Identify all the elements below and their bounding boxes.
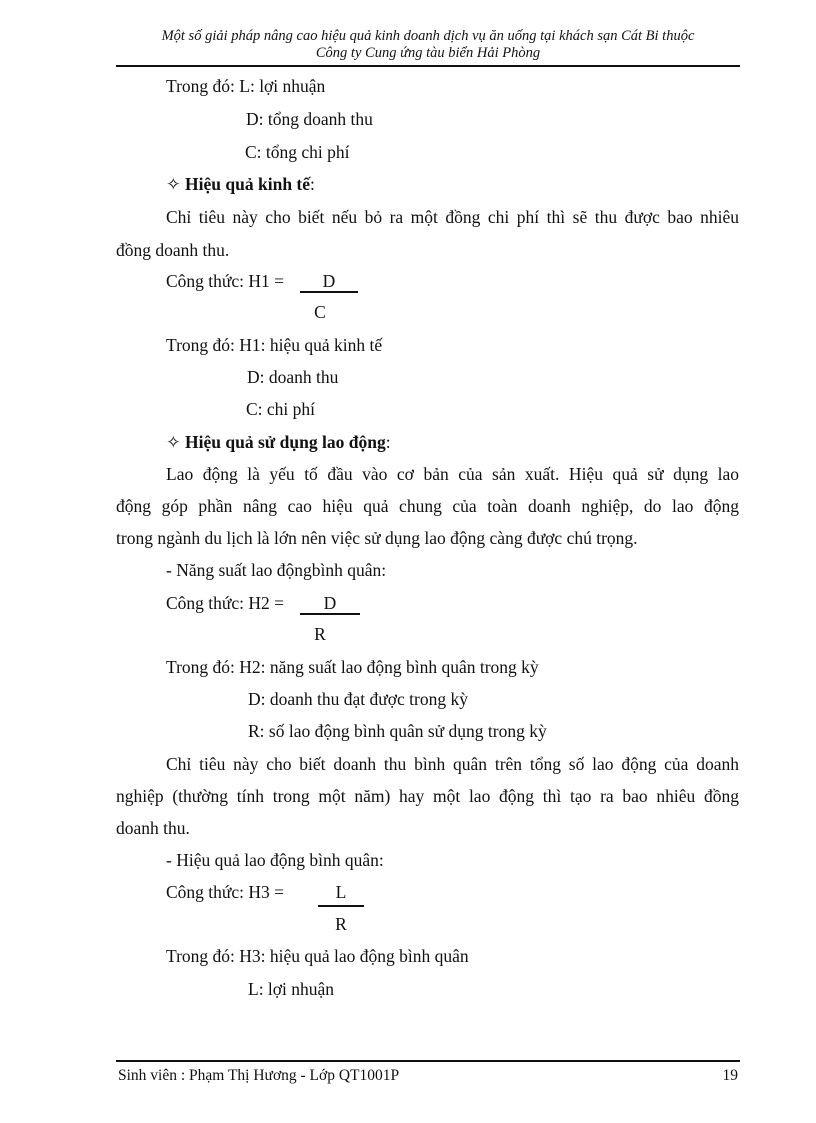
formula-numerator: D xyxy=(323,593,337,613)
body-line: D: doanh thu xyxy=(247,367,339,387)
diamond-bullet-icon: ✧ xyxy=(166,432,181,452)
formula-label: Công thức: H2 = xyxy=(166,593,285,613)
section-heading-labor-efficiency: ✧ Hiệu quả sử dụng lao động: xyxy=(166,432,391,452)
paragraph-line: trong ngành du lịch là lớn nên việc sử dụng lao động càng được chú trọng. xyxy=(116,528,638,548)
body-line: Trong đó: H1: hiệu quả kinh tế xyxy=(166,335,383,355)
running-header-line-2: Công ty Cung ứng tàu biển Hải Phòng xyxy=(315,45,541,61)
formula-denominator: R xyxy=(335,914,347,934)
body-line: Trong đó: H3: hiệu quả lao động bình quân xyxy=(166,946,469,966)
body-line: D: doanh thu đạt được trong kỳ xyxy=(248,689,468,709)
formula-label: Công thức: H3 = xyxy=(166,882,285,902)
running-header-line-1: Một số giải pháp nâng cao hiệu quả kinh doanh dịch vụ ăn uống tại khách sạn Cát Bi thuộc xyxy=(161,28,695,44)
body-line: - Năng suất lao độngbình quân: xyxy=(166,560,387,580)
body-line: C: chi phí xyxy=(246,399,316,419)
formula-numerator: D xyxy=(322,271,336,291)
body-line: L: lợi nhuận xyxy=(248,979,335,999)
formula-denominator: R xyxy=(314,624,326,644)
paragraph-line: Chỉ tiêu này cho biết doanh thu bình quân trên tổng số lao động của doanh xyxy=(166,754,739,774)
heading-text: Hiệu quả kinh tế xyxy=(185,174,311,194)
paragraph-line: động góp phần nâng cao hiệu quả chung của toàn doanh nghiệp, do lao động xyxy=(116,496,739,516)
fraction-bar xyxy=(300,291,358,293)
footer-student: Sinh viên : Phạm Thị Hương - Lớp QT1001P xyxy=(118,1067,400,1084)
fraction-bar xyxy=(300,613,360,615)
section-heading-economic-efficiency: ✧ Hiệu quả kinh tế: xyxy=(166,174,315,194)
footer-rule xyxy=(116,1060,740,1062)
body-line: R: số lao động bình quân sử dụng trong kỳ xyxy=(248,721,547,741)
heading-text: Hiệu quả sử dụng lao động xyxy=(185,432,386,452)
formula-denominator: C xyxy=(314,302,326,322)
paragraph-line: đồng doanh thu. xyxy=(116,240,230,260)
body-line: D: tổng doanh thu xyxy=(246,109,373,129)
paragraph-line: nghiệp (thường tính trong một năm) hay một lao động thì tạo ra bao nhiêu đồng xyxy=(116,786,739,806)
body-line: Trong đó: H2: năng suất lao động bình quân trong kỳ xyxy=(166,657,539,677)
header-rule xyxy=(116,65,740,67)
formula-label: Công thức: H1 = xyxy=(166,271,285,291)
formula-numerator: L xyxy=(335,882,347,902)
diamond-bullet-icon: ✧ xyxy=(166,174,181,194)
paragraph-line: Chỉ tiêu này cho biết nếu bỏ ra một đồng chi phí thì sẽ thu được bao nhiêu xyxy=(166,207,739,227)
paragraph-line: Lao động là yếu tố đầu vào cơ bản của sản xuất. Hiệu quả sử dụng lao xyxy=(166,464,739,484)
fraction-bar xyxy=(318,905,364,907)
body-line: C: tổng chi phí xyxy=(245,142,350,162)
body-line: Trong đó: L: lợi nhuận xyxy=(166,76,326,96)
page-number: 19 xyxy=(722,1067,738,1084)
paragraph-line: doanh thu. xyxy=(116,818,190,838)
body-line: - Hiệu quả lao động bình quân: xyxy=(166,850,384,870)
